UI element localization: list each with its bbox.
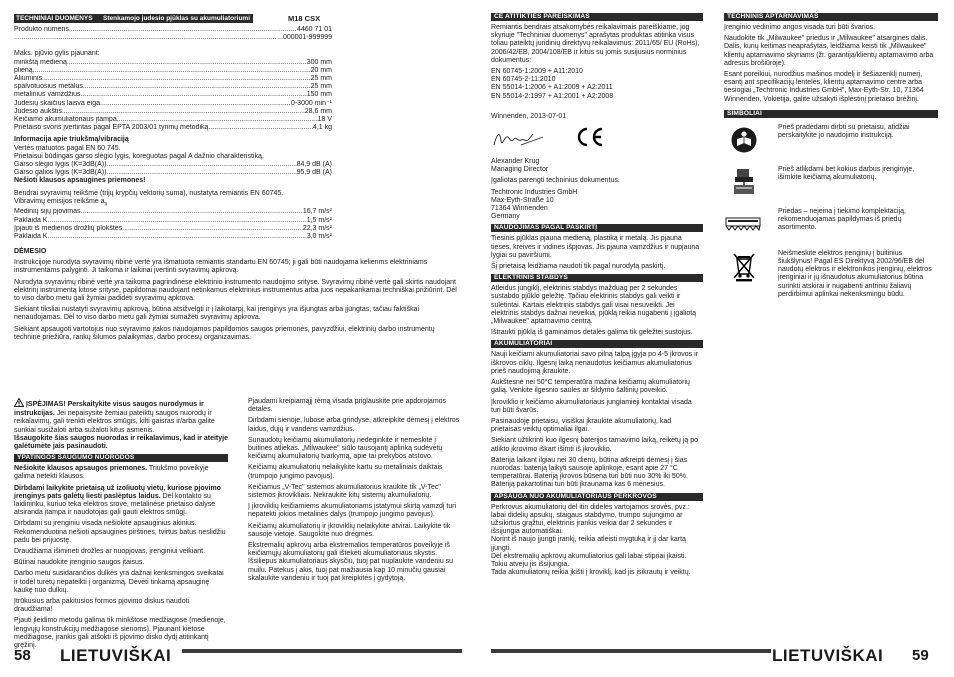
safety-paragraph: Keičiamų akumuliatorių nelaikykite kartu su metaliniais daiktais (trumpojo jungimo pavojus). — [248, 464, 443, 480]
symbols-title: SIMBOLIAI — [724, 110, 938, 118]
service-paragraph: Naudokite tik „Milwaukee" priedus ir „Milwaukee" atsargines dalis. Dalis, kurių keitimas neaprašytas, leidžiama keisti tik „Milwaukee" klientų aptarnavimo skyriams (žr. garantiją/klientų aptarnavimo arba adresus brošiūroje). — [724, 35, 934, 67]
spec-label: spalvotuosius metalus — [14, 83, 83, 91]
weee-bin-icon — [724, 250, 764, 282]
max-cut-depth-label: Maks. pjūvio gylis pjaunant: — [14, 50, 100, 58]
symbol-description: Priedas – neįeina į tiekimo komplektaciją, rekomenduojamas papildymas iš priedų asortimento. — [778, 207, 907, 232]
spec-value: 4460 71 01 — [296, 26, 332, 33]
left-footer-bar — [182, 649, 462, 653]
spec-value: 0-3000 min⁻¹ — [290, 99, 332, 107]
place-date: Winnenden, 2013-07-01 — [491, 112, 567, 120]
spec-row — [14, 116, 332, 124]
spec-leader — [81, 91, 307, 99]
spec-leader — [122, 225, 303, 233]
safety-paragraph — [14, 520, 228, 545]
warning-text: Jei nepaisysite žemiau pateiktų saugos nuorodų ir reikalavimų, gali trenkti elektros smūgis, kilti gaisras ir/arba galite sunkiai susižaloti arba sužaloti kitus asmenis. — [14, 410, 215, 434]
noise-warning: Nešioti klausos apsaugines priemones! — [14, 177, 146, 185]
spec-label: minkštą medieną — [14, 58, 67, 66]
usage-paragraph: Šį prietaisą leidžiama naudoti tik pagal nurodytą paskirtį. — [491, 263, 666, 271]
brake-paragraph: Atleidus jungiklį, elektrinis stabdys mažduag per 2 sekundes sustabdo pjūklo geležtę. Tačiau elektrinis stabdys gali veikti ir sulėtintai. Kartais elektrinis stabdys gali visai nesuveikti. Jei elektrinis stabdys dažnai neveikia, pjūklą reikia nugabenti į įgaliotą „Milwaukee" aptarnavimo centrą. — [491, 285, 697, 326]
standard-item: EN 55014-2:1997 + A1:2001 + A2:2008 — [491, 92, 614, 100]
battery-paragraph: Įkroviklio ir keičiamo akumuliatoriaus jungiamieji kontaktai visada turi būti švarūs. — [491, 398, 692, 414]
safety-paragraph: Keičiamų akumuliatorių ir įkroviklių nelaikykite atvirai. Laikykite tik sausoje vietoje. Saugokite nuo drėgmės. — [248, 522, 451, 538]
spec-row — [14, 217, 332, 225]
standard-item: EN 60745-2-11:2010 — [491, 76, 556, 84]
service-paragraph: Įrenginio vėdinimo angos visada turi būti švarios. — [724, 24, 875, 31]
spec-value: 25 mm — [310, 75, 332, 83]
special-safety-title: YPATINGOS SAUGUMO NUORODOS — [14, 454, 228, 462]
spec-label: Judesių skaičius laisva eiga — [14, 99, 100, 107]
safety-text: Draudžiama išimineti drožles ar nuopjovas, įrenginiui veikiant. — [14, 548, 206, 556]
overload-title: APSAUGA NUO AKUMULIATORIAUS PERKROVOS — [491, 493, 703, 501]
spec-value: 28,6 mm — [304, 107, 332, 115]
standards-list — [491, 68, 703, 101]
spec-value: 16,7 m/s² — [302, 208, 332, 216]
spec-value: 20 mm — [310, 66, 332, 74]
symbol-description: Prieš atlikdami bet kokius darbus įrenginyje, išimkite keičiamą akumuliatorių. — [778, 165, 915, 182]
overload-paragraph: Perkrovus akumuliatorių dėl itin didelės vartojamos srovės, pvz.: labai didelių apsukų, staigaus stabdymo, trumpo sujungimo ar užsikirtus grąžtui, elektrinis įrankis veikia dar 2 sekundes ir išsijungia automatiškai. — [491, 503, 690, 536]
spec-row — [14, 100, 332, 108]
spec-value: 25 mm — [310, 83, 332, 91]
spec-row — [14, 26, 332, 34]
symbols-list — [724, 124, 938, 299]
demesio-paragraph: Siekiant tiksliai nustatyti svyravimų apkrovą, būtina atsižvelgti ir į laikotarpį, kai įrenginys yra išjungtas arba įjungtas, tačiau faktiškai nenaudojamas. Dėl to viso darbo metu gali žymiai sumažėti svyravimų apkrova. — [14, 306, 420, 322]
spec-label: metalinius vamzdžius — [14, 91, 81, 99]
noise-intro-2: Prietaisui būdingas garso slėgio lygis, koreguotas pagal A dažnio charakteristiką, — [14, 152, 264, 160]
spec-label: Aliuminis — [14, 75, 43, 83]
safety-text: Darbo metu susidarančios dulkės yra dažnai kenksmingos sveikatai ir todėl turėtų nepateikti į organizmą. Dėvėti tinkamą apsauginę kaukę nuo dulkių. — [14, 570, 224, 594]
special-safety-list — [14, 465, 228, 650]
safety-text: Triukšmo poveikyje galima netekti klausos. — [14, 465, 209, 481]
spec-row — [14, 208, 332, 216]
spec-leader — [47, 233, 306, 241]
spec-row — [14, 108, 332, 116]
spec-row — [14, 233, 332, 241]
spec-leader — [81, 208, 303, 216]
spec-leader — [42, 75, 311, 83]
battery-list — [491, 351, 703, 489]
spec-value: 4,1 kg — [312, 124, 332, 132]
overload-list — [491, 504, 703, 578]
authorized-text: Įgaliotas parengti techninius dokumentus. — [491, 177, 620, 185]
spec-value: ...000001-999999 — [277, 34, 332, 42]
safety-text: Dirbdami su įrenginiu visada nešiokite apsauginius akinius. Rekomenduotina nešioti apsaugines pirštines, tvirtus batus neslidžiu padu bei prijuostę. — [14, 520, 226, 544]
overload-paragraph: Dėl ekstremalių apkrovų akumuliatorius gali labai stipriai įkaisti. Tokiu atveju jis išsijungia. — [491, 552, 687, 568]
warning-keep-instructions: Išsaugokite šias saugos nuorodas ir reikalavimus, kad ir ateityje galėtumėte jais pasinaudoti. — [14, 434, 228, 451]
spec-value: 300 mm — [306, 58, 332, 66]
safety-text: Įtrūkusius arba pakitusios formos pjovimo diskus naudoti draudžiama! — [14, 598, 190, 614]
vibration-label: Vibravimų emisijos reikšmė $a_h$ — [14, 197, 108, 208]
warning-triangle-icon — [14, 398, 24, 410]
vibration-subscript: h — [104, 201, 108, 208]
spec-leader — [67, 59, 307, 67]
battery-paragraph: Siekiant užtikrinti kuo ilgesnį baterijos tarnavimo laiką, reikėtų ją po atlikto įkrovimo iškart išimti iš įkroviklio. — [491, 437, 698, 453]
symbol-row — [724, 124, 938, 156]
spec-leader — [117, 116, 318, 124]
right-page-number: 59 — [912, 647, 929, 664]
spec-value: 18 V — [317, 116, 332, 124]
spec-block — [14, 26, 332, 241]
spec-row — [14, 124, 332, 132]
safety-paragraph: Į įkroviklių keičiamiems akumuliatoriams įstatymui skirtą vamzdį turi nepatekti jokios metalinės dalys (trumpojo jungimo pavojus). — [248, 503, 457, 519]
spec-row — [14, 83, 332, 91]
spec-row — [14, 34, 332, 42]
safety-paragraph — [14, 570, 228, 595]
safety-text: Pjauti įleidimo metodu galima tik minkštose medžiagose (medienoje, lengvųjų konstrukcijų medžiagose sienoms). Pjaunant kietose medžiagose, įrankis gali atšokti iš pjovimo disko dydį atitinkantį gręžinį. — [14, 617, 226, 650]
service-list — [724, 24, 938, 104]
company-line: Max-Eyth-Straße 10 — [491, 196, 554, 204]
warning-paragraph — [14, 398, 228, 451]
spec-leader — [106, 169, 296, 177]
spec-row — [14, 161, 332, 169]
spec-label: plieną — [14, 66, 33, 74]
model-name: M18 CSX — [288, 14, 321, 23]
service-title: TECHNINIS APTARNAVIMAS — [724, 13, 938, 21]
spec-row — [14, 75, 332, 83]
company-line: 71364 Winnenden — [491, 205, 548, 213]
spec-row — [14, 67, 332, 75]
spec-row — [14, 169, 332, 177]
safety-paragraph — [14, 465, 228, 481]
left-language-label: LIETUVIŠKAI — [60, 646, 172, 665]
signer-name: Alexander Krug — [491, 158, 540, 166]
spec-leader — [47, 217, 306, 225]
company-address — [491, 189, 703, 222]
spec-leader — [33, 67, 311, 75]
safety-bold: Dirbdami laikykite prietaisą už izoliuotų vietų, kuriose pjovimo įrenginys pats galėtų liesti paslėptus laidus. — [14, 484, 221, 500]
spec-leader — [14, 34, 277, 42]
right-footer-bar — [491, 649, 771, 653]
battery-title: AKUMULIATORIAI — [491, 340, 703, 348]
brake-paragraph: Ištraukti pjūklą iš gaminamos detalės galima tik geležtei sustojus. — [491, 329, 693, 337]
spec-value: 95,9 dB (A) — [296, 169, 332, 177]
signer-role: Managing Director — [491, 166, 549, 174]
symbol-row — [724, 250, 938, 299]
safety-paragraph — [14, 485, 228, 518]
company-line: Germany — [491, 213, 520, 221]
spec-leader — [208, 124, 313, 132]
spec-value: 84,9 dB (A) — [296, 161, 332, 169]
spec-leader — [69, 26, 297, 34]
safety-paragraph: Keičiamus „V-Tec" sistemos akumuliatorius kraukite tik „V-Tec" sistemos įkrovikliais. Nekraukite kitų sistemų akumuliatorių. — [248, 483, 441, 500]
demesio-block — [14, 248, 459, 345]
spec-label: Garso slėgio lygis (K=3dB(A)) — [14, 161, 107, 169]
spec-row — [14, 225, 332, 233]
spec-label: Paklaida K — [14, 233, 48, 241]
safety-text: Būtinai naudokite įrenginio saugos įtaisus. — [14, 559, 145, 567]
spec-label: Garso galios lygis (K=3dB(A)) — [14, 169, 107, 177]
spec-leader — [83, 83, 311, 91]
spec-leader — [106, 161, 296, 169]
demesio-title: DĖMESIO — [14, 248, 47, 255]
spec-label: Judesio aukštis — [14, 107, 62, 115]
demesio-paragraph: Nurodyta svyravimų ribinė vertė yra taikoma pagrindinėse elektrinio instrumento naudojimo srityse. Svyravimų ribinė vertė gali skirtis naudojant elektrinį instrumentą kitose srityse, papildomai naudojant netinkamus elektrinius instrumentus arba juos nepakankamai techniškai prižiūrint. Dėl to viso darbo metu gali žymiai padidėti svyravimų apkrova. — [14, 278, 457, 303]
spec-label: Įpjauti iš medienos drožlių plokštės — [14, 224, 123, 232]
safety-paragraph: Sunaudotų keičiamų akumuliatorių nedeginkite ir nemeskite į buitines atliekas. „Milwaukee" siūlo tausojantį aplinką sudėvėtų keičiamų akumuliatorių tvarkymą, apie tai prekybos atstovo. — [248, 436, 443, 461]
overload-paragraph: Norint iš naujo įjungti įrankį, reikia atleisti mygtuką ir jį dar kartą įjungti. — [491, 536, 686, 552]
safety-paragraph — [14, 598, 228, 614]
accessory-blade-icon — [724, 208, 764, 240]
demesio-paragraph: Instrukcijoje nurodyta svyravimų ribinė vertė yra išmatuota remiantis standartu EN 60745; ji gali būti naudojama kelienms elektriniams instrumentams palyginti. Ji taikoma ir laikinai įvertinti svyravimų apkrovą. — [14, 259, 428, 275]
safety-bold: Nešiokite klausos apsaugos priemones. — [14, 465, 148, 473]
spec-label: Medinių sijų pjovimas — [14, 208, 81, 216]
right-column-1 — [491, 13, 703, 577]
ce-title: CE ATITIKTIES PAREIŠKIMAS — [491, 13, 703, 21]
spec-value: 150 mm — [306, 91, 332, 99]
warning-title: ĮSPĖJIMAS! Perskaitykite visus saugos nurodymus ir instrukcijas. — [14, 401, 204, 418]
battery-paragraph: Baterija laikant ilgiau nei 30 dienų, būtina atkreipti dėmesį į šias nuorodas: bateriją laikyti sausoje aplinkoje, esant apie 27 °C temperatūrai. Bateriją įkrovos būsena turi būti nuo 30% iki 50%. Bateriją pakartotinai turi būti įkraunama kas 6 mėnesius. — [491, 456, 688, 489]
standard-item: EN 55014-1:2006 + A1:2009 + A2:2011 — [491, 84, 613, 92]
symbol-row — [724, 208, 938, 240]
safety-text: Dėl kontakto su laidininku, kuriuo teka elektros srovė, metalinėse prietaiso dalyse atsiranda įtampa ir naudotojas gali gauti elektros smūgį. — [14, 492, 216, 517]
symbol-description: Prieš pradėdami dirbti su prietaisu, atidžiai perskaitykite jo naudojimo instrukciją. — [778, 123, 910, 140]
spec-label: Produkto numeris — [14, 26, 69, 33]
safety-paragraph — [14, 559, 228, 567]
signature-image — [491, 127, 547, 151]
battery-paragraph: Aukštesnė nei 50°C temperatūra mažina keičiamų akumuliatorių galią. Venkite ilgesnio saulės ar šildymo šaltinių poveikio. — [491, 379, 690, 395]
spec-label: Paklaida K — [14, 216, 48, 224]
spec-row — [14, 91, 332, 99]
spec-row — [14, 59, 332, 67]
spec-leader — [100, 100, 291, 108]
company-line: Techtronic Industries GmbH — [491, 188, 578, 196]
spec-value: 22,3 m/s² — [302, 224, 332, 232]
service-paragraph: Esant poreikiui, nurodžius mašinos modelį ir šešiazenklį numerį, esantį ant specifikacijų lentelės, klientų aptarnavimo centre arba tiesiogiai „Techtronic Industries GmbH", Max-Eyth-Str. 10, 71364 Winnenden, Vokietija, galite užsakyti išplėstinį prietaiso brėžinį. — [724, 71, 924, 103]
usage-title: NAUDOJIMAS PAGAL PASKIRTĮ — [491, 224, 703, 232]
ce-text: Remiantis bendrais atsakomybės reikalavimais pareiškiame, jog skyriuje "Techniniai duomenys" aprašytas produktas atitinka visus toliau pateiktų juridinių direktyvų reikalavimus: 2011/65/ EU (RoHs), 2006/42/EB, 2004/108/EB ir kitus su jomis susijusius norminius dokumentus: — [491, 24, 700, 64]
safety-column-2 — [248, 398, 460, 586]
battery-paragraph: Pasinaudoję prietaisu, visiškai įkraukite akumuliatorių, kad prietaisas veiktų optimaliai ilgai. — [491, 417, 672, 434]
vibration-intro: Bendrai svyravimų reikšmė (trijų krypčių vektorių suma), nustatyta remiantis EN 60745. — [14, 189, 284, 197]
overload-paragraph: Tada akumuliatorių reikia įkišti į kroviklį, kad jis įsikrautų ir veiktų. — [491, 569, 691, 577]
symbol-description: Neišmeskite elektros įrenginių į buitinius šiukšlynus! Pagal ES Direktyvą 2002/96/EB dėl naudotų elektros ir elektronikos įrenginių, elektros įrenginiai ir jų išnaudotus akumuliatorius būtina surinkti atskirai ir nugabenti antriniu žaliavų perdirbimui aplinkai nekenksmingu būdu. — [778, 249, 932, 298]
safety-paragraph: Dirbdami sienoje, lubose arba grindyse, atkreipkite dėmesį į elektros laidus, dujų ir vandens vamzdžius. — [248, 417, 460, 433]
safety-paragraph — [14, 548, 228, 556]
spec-value: 3,0 m/s² — [306, 233, 332, 241]
safety-paragraph: Ekstremalių apkrovų arba ekstremalios temperatūros poveikyje iš keičiamųjų akumuliatorių gali ištekėti akumuliatoriaus skystis. Išsiliepus akumuliatoriaus skysčiu, tuoj pat nuplaukite vandeniu su muilu. Patekus į akis, tuoj pat mažiausia kap 10 minučių gausiai skalaukite vandeniu ir tuoj pat kreipkitės į gydytoją. — [248, 542, 454, 582]
left-page-number: 58 — [14, 647, 31, 664]
demesio-paragraph: Siekiant apsaugoti vartotojus nuo svyravimo įtakos naudojamos papildomos saugos priemonės, pavyzdžiui, elektrinių darbo instrumentų techninė priežiūra, rankų šilumos palaikymas, darbo procesų organizavimas. — [14, 325, 435, 341]
safety-paragraph: Pjaudami kreipiamąjį rėmą visada priglauskite prie apdorojamos detalės. — [248, 398, 447, 414]
standard-item: EN 60745-1:2009 + A11:2010 — [491, 68, 583, 76]
brake-title: ELEKTRINIS STABDYS — [491, 274, 703, 282]
right-language-label: LIETUVIŠKAI — [772, 646, 884, 665]
right-column-2 — [724, 13, 938, 309]
usage-paragraph: Tiesinis pjūklas pjauna medieną, plastiką ir metalą. Jis pjauna tieses, kreives ir vidines išpjovas. Jis pjauna vamzdžius ir nupjauna lygiai su paviršiumi. — [491, 235, 700, 259]
spec-value: 1,5 m/s² — [306, 216, 332, 224]
battery-paragraph: Nauji keičiami akumuliatoriai savo pilną talpą įgyja po 4-5 įkrovos ir iškrovos ciklų. Ilgesnį laiką nenaudotus keičiamus akumuliatorius prieš naudojimą įkraukite. — [491, 351, 698, 375]
spec-label: Prietaiso svoris įvertintas pagal EPTA 2003/01 tyrimų metodiką — [14, 124, 209, 132]
noise-title: Informacija apie triukšmą/vibraciją — [14, 136, 129, 144]
remove-battery-icon — [724, 166, 764, 198]
spec-label: Keičiamo akumuliatoriaus įtampa — [14, 116, 117, 124]
ce-mark-icon — [575, 126, 605, 151]
left-header-tab-product: Stenkamojo judesio pjūklas su akumuliatoriumi — [100, 14, 253, 23]
noise-intro: Vertės matuotos pagal EN 60 745. — [14, 144, 121, 152]
read-manual-icon — [724, 124, 764, 156]
safety-column-1 — [14, 398, 228, 653]
symbol-row — [724, 166, 938, 198]
spec-leader — [62, 108, 305, 116]
left-header-tab-technical: TECHNINIAI DUOMENYS — [14, 14, 100, 23]
